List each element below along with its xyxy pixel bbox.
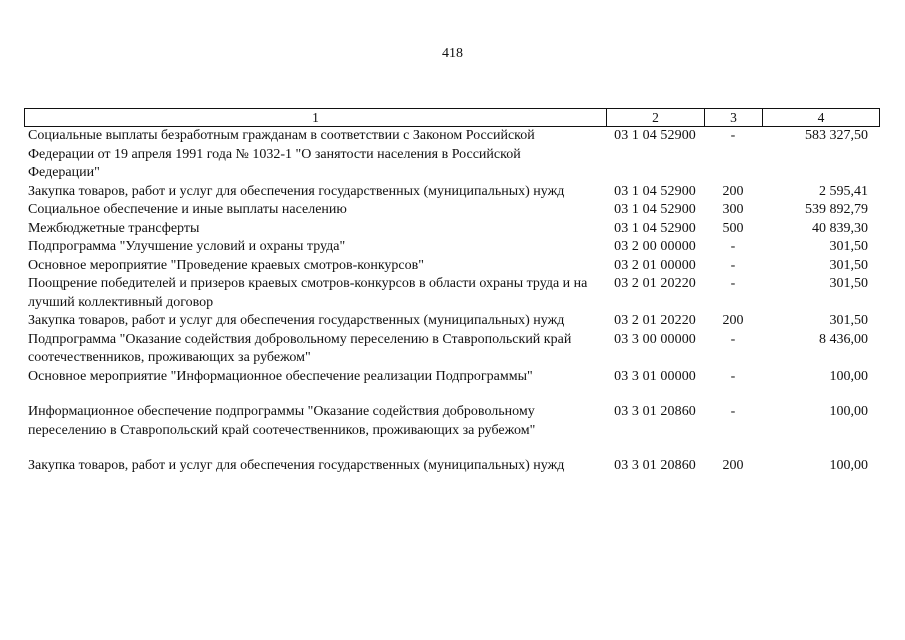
table-row (24, 238, 880, 257)
row-code: 03 2 01 20220 (614, 276, 696, 291)
row-type: 200 (722, 183, 744, 199)
row-name: Закупка товаров, работ и услуг для обеспечения государственных (муниципальных) нужд (28, 313, 565, 328)
row-name: Основное мероприятие "Информационное обеспечение реализации Подпрограммы" (28, 368, 533, 384)
row-code: 03 2 01 20220 (614, 313, 696, 328)
row-type: - (730, 128, 736, 143)
row-amount: 301,50 (829, 276, 868, 291)
row-amount: 301,50 (829, 313, 868, 328)
row-amount: 539 892,79 (805, 202, 868, 217)
table-row (24, 368, 880, 387)
row-name: Подпрограмма "Оказание содействия добровольному переселению в Ставропольский край соотечественников, проживающих за рубежом" (28, 331, 572, 365)
row-type: 200 (722, 313, 744, 328)
row-type: - (730, 404, 736, 419)
row-amount: 100,00 (829, 404, 868, 419)
row-amount: 100,00 (829, 368, 868, 384)
row-amount: 301,50 (829, 239, 868, 254)
budget-table (24, 108, 880, 476)
row-type: 500 (722, 220, 744, 236)
row-type: - (730, 239, 736, 254)
table-header (24, 108, 880, 127)
table-row (24, 220, 880, 239)
table-row (24, 275, 880, 312)
row-type: 300 (722, 202, 744, 217)
table-row (24, 257, 880, 276)
row-code: 03 1 04 52900 (614, 183, 696, 199)
table-row (24, 312, 880, 331)
row-name: Основное мероприятие "Проведение краевых смотров-конкурсов" (28, 257, 424, 273)
row-code: 03 3 01 00000 (614, 368, 696, 384)
row-name: Подпрограмма "Улучшение условий и охраны труда" (28, 239, 346, 254)
page-number: 418 (442, 46, 463, 61)
table-row (24, 183, 880, 202)
row-code: 03 3 00 00000 (614, 331, 696, 347)
row-name: Межбюджетные трансферты (28, 220, 200, 236)
table-row (24, 127, 880, 183)
table-row (24, 403, 880, 440)
row-type: - (730, 276, 736, 291)
table-row (24, 201, 880, 220)
row-amount: 100,00 (829, 458, 868, 473)
row-code: 03 1 04 52900 (614, 220, 696, 236)
row-name: Закупка товаров, работ и услуг для обеспечения государственных (муниципальных) нужд (28, 183, 565, 199)
row-name: Социальное обеспечение и иные выплаты населению (28, 202, 347, 217)
table-row (24, 331, 880, 368)
header-col-2: 2 (607, 109, 705, 126)
row-type: - (730, 368, 736, 384)
row-name: Информационное обеспечение подпрограммы "Оказание содействия добровольному переселению в Ставропольский край соотечественников, проживающих за рубежом" (28, 404, 536, 438)
row-amount: 301,50 (829, 257, 868, 273)
row-code: 03 3 01 20860 (614, 458, 696, 473)
row-code: 03 1 04 52900 (614, 202, 696, 217)
row-code: 03 2 00 00000 (614, 239, 696, 254)
row-type: - (730, 257, 736, 273)
row-code: 03 3 01 20860 (614, 404, 696, 419)
table-row (24, 457, 880, 476)
row-amount: 40 839,30 (812, 220, 868, 236)
row-amount: 583 327,50 (805, 128, 868, 143)
row-name: Поощрение победителей и призеров краевых смотров-конкурсов в области охраны труда и на лучший коллективный договор (28, 276, 588, 310)
row-code: 03 1 04 52900 (614, 128, 696, 143)
header-col-3: 3 (705, 109, 763, 126)
row-type: 200 (722, 458, 744, 473)
row-name: Закупка товаров, работ и услуг для обеспечения государственных (муниципальных) нужд (28, 458, 565, 473)
row-code: 03 2 01 00000 (614, 257, 696, 273)
header-col-4: 4 (817, 110, 825, 125)
row-amount: 8 436,00 (819, 331, 868, 347)
row-name: Социальные выплаты безработным гражданам в соответствии с Законом Российской Федерации от 19 апреля 1991 года № 1032-1 "О занятости населения в Российской Федерации" (28, 128, 535, 180)
row-amount: 2 595,41 (819, 183, 868, 199)
row-type: - (730, 331, 736, 347)
header-col-1: 1 (25, 109, 607, 126)
